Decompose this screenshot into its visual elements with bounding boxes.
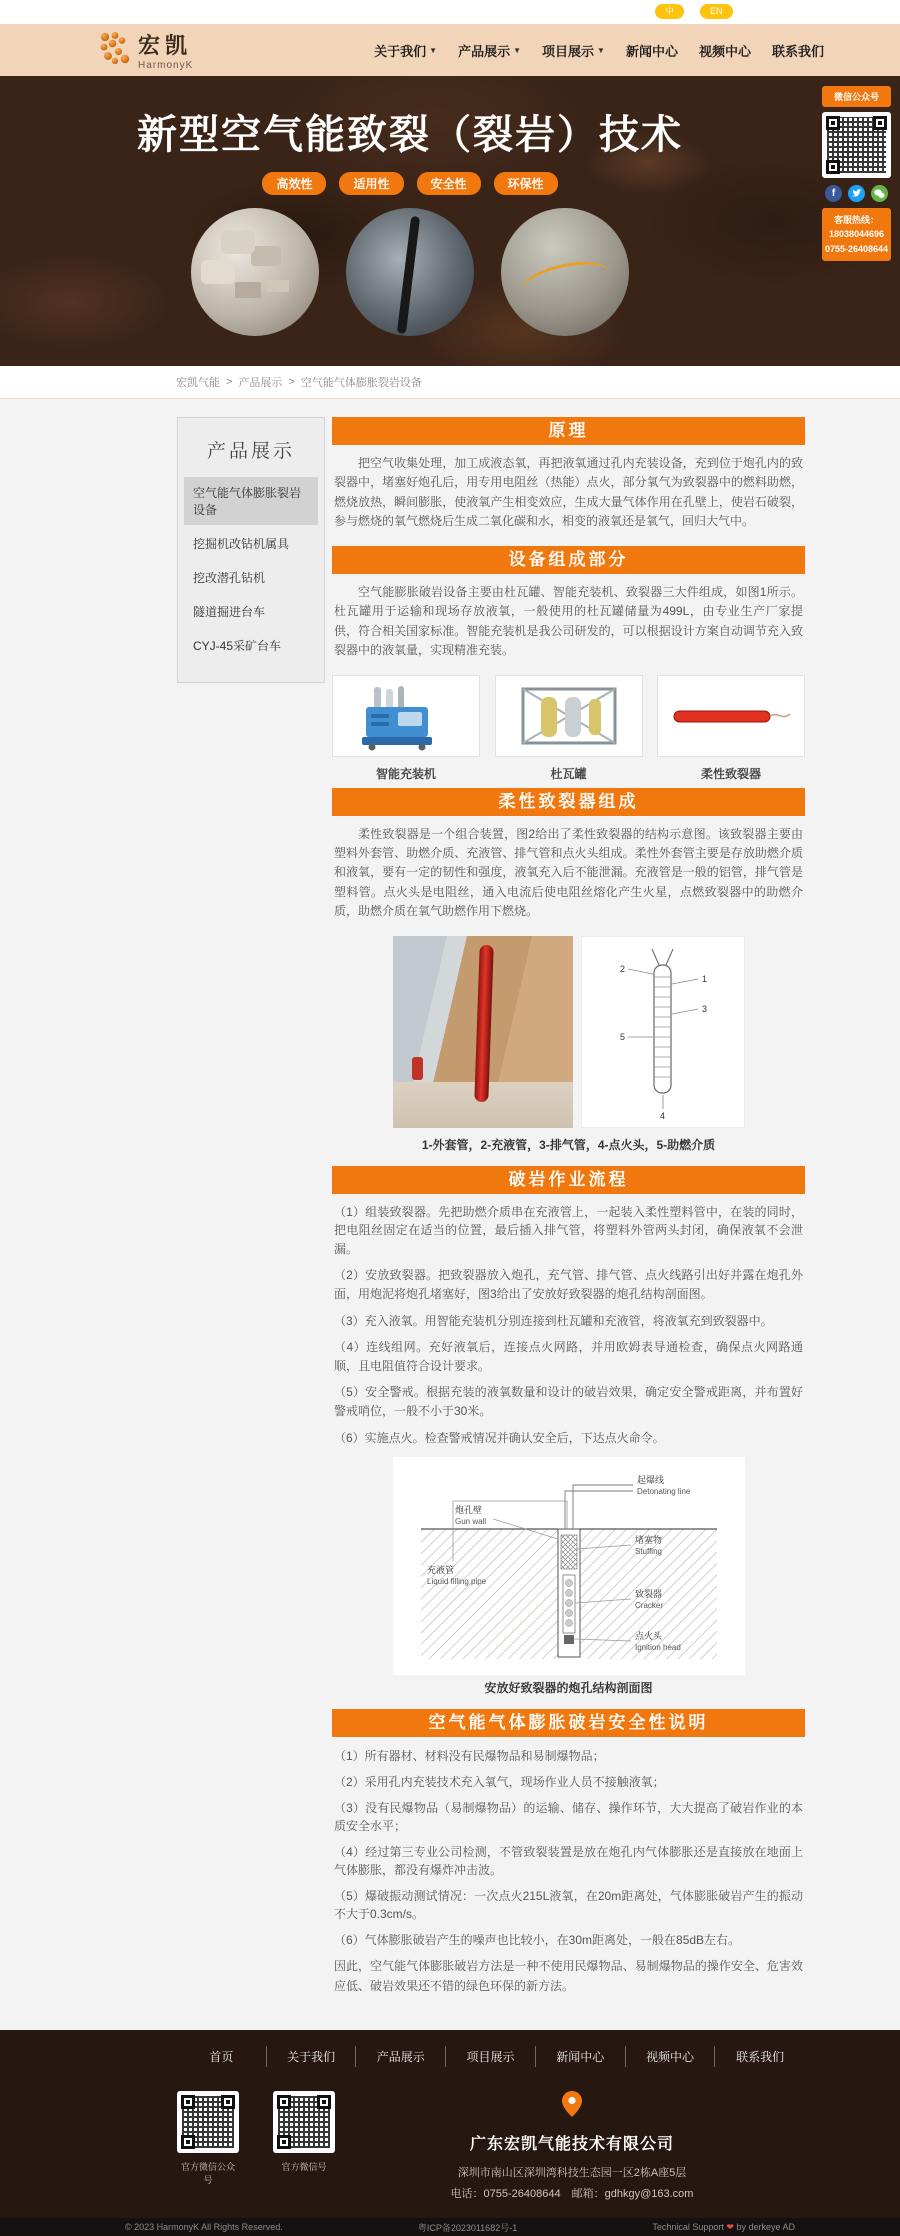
label-stuffing-cn: 堵塞物 xyxy=(634,1535,662,1546)
footer-qr-official-account xyxy=(177,2091,239,2186)
heart-icon: ❤ xyxy=(726,2221,734,2232)
company-address: 深圳市南山区深圳湾科技生态园一区2栋A座5层 xyxy=(457,2167,687,2180)
sidebar-item-tunnel-jumbo[interactable]: 隧道掘进台车 xyxy=(193,605,266,619)
wechat-icon[interactable] xyxy=(871,185,888,202)
footer-link-news[interactable]: 新闻中心 xyxy=(536,2046,626,2067)
cracker-figure-caption: 1-外套管，2-充液管，3-排气管，4-点火头，5-助燃介质 xyxy=(421,1137,716,1152)
safety-item: （1）所有器材、材料没有民爆物品和易制爆物品； xyxy=(334,1749,605,1764)
qr-label-public-account: 官方微信公众号 xyxy=(180,2162,235,2186)
social-icons xyxy=(825,185,888,202)
footer-qr-wechat-id xyxy=(273,2091,335,2173)
location-pin-icon xyxy=(562,2104,582,2121)
company-contact: 电话：0755-26408644 邮箱：gdhkgy@163.com xyxy=(450,2188,694,2201)
nav-item-about[interactable]: 关于我们 ▼ xyxy=(374,43,438,59)
process-step: （1）组装致裂器。先把助燃介质串在充液管上，一起装入柔性塑料管中，在装的同时，把电阻丝固定在适当的位置，最后插入排气管，将塑料外管两头封闭，确保液氧不会泄漏。 xyxy=(334,1204,803,1256)
process-step: （2）安放致裂器。把致裂器放入炮孔，充气管、排气管、点火线路引出好并露在炮孔外面，用炮泥将炮孔堵塞好，图3给出了安放好致裂器的炮孔结构剖面图。 xyxy=(334,1268,803,1302)
qr-eye xyxy=(277,2095,291,2109)
equipment-images-row xyxy=(332,675,805,782)
flexible-cracker-image xyxy=(657,675,805,757)
hotline-box xyxy=(822,208,891,261)
safety-item: （3）没有民爆物品（易制爆物品）的运输、储存、操作环节，大大提高了破岩作业的本质安全水平； xyxy=(334,1801,803,1834)
chevron-down-icon: ▼ xyxy=(429,45,438,55)
qr-eye xyxy=(317,2095,331,2109)
lang-zh-button[interactable]: 中 xyxy=(655,4,684,19)
chevron-down-icon: ▼ xyxy=(513,45,522,55)
qr-eye xyxy=(181,2095,195,2109)
sidebar-title: 产品展示 xyxy=(206,441,295,462)
hero-rock-photos xyxy=(0,208,820,336)
breadcrumb-home[interactable]: 宏凯气能 xyxy=(176,377,220,389)
dewar-tank-caption: 杜瓦罐 xyxy=(550,766,587,781)
bottom-bar xyxy=(0,2218,900,2236)
tag-applicability: 适用性 xyxy=(339,172,403,195)
qr-eye xyxy=(873,116,887,130)
nav-item-news[interactable]: 新闻中心 xyxy=(625,43,678,59)
content-column xyxy=(332,417,805,1996)
logo-icon xyxy=(98,31,130,70)
lang-en-button[interactable]: EN xyxy=(700,4,733,19)
section-title-principle: 原理 xyxy=(332,417,805,445)
tag-safety: 安全性 xyxy=(417,172,481,195)
rock-photo-2 xyxy=(346,208,474,336)
breadcrumb xyxy=(0,366,900,399)
diagram-number-4: 4 xyxy=(659,1110,665,1121)
label-detonating-line-cn: 起爆线 xyxy=(636,1475,664,1486)
red-pipe-shape xyxy=(474,945,493,1103)
footer-company-info xyxy=(369,2091,805,2206)
equipment-card-dewar xyxy=(495,675,643,782)
footer-link-contact[interactable]: 联系我们 xyxy=(736,2050,785,2065)
flexible-cracker-caption: 柔性致裂器 xyxy=(700,766,761,781)
label-ignition-head-cn: 点火头 xyxy=(634,1631,662,1642)
sidebar-item-excavator-drill[interactable]: 挖掘机改钻机属具 xyxy=(193,537,290,551)
hero-title: 新型空气能致裂（裂岩）技术 xyxy=(137,113,683,157)
qr-eye xyxy=(221,2095,235,2109)
principle-paragraph: 把空气收集处理，加工成液态氧，再把液氧通过孔内充装设备，充到位于炮孔内的致裂器中，堵塞好炮孔后，用专用电阻丝（热能）点火，部分氧气为致裂器中的燃料助燃，燃烧放热，瞬间膨胀，使液氧产生相变效应，生成大量气体作用在孔壁上，使岩石破裂，参与燃烧的氧气燃烧后生成二氧化碳和水，相变的液氧还是氧气，回归大气中。 xyxy=(334,456,803,529)
borehole-diagram xyxy=(393,1457,745,1675)
cable-shape xyxy=(518,255,614,309)
extinguisher-shape xyxy=(412,1057,423,1080)
process-step: （3）充入液氧。用智能充装机分别连接到杜瓦罐和充液管，将液氧充到致裂器中。 xyxy=(334,1313,773,1328)
rock-photo-1 xyxy=(191,208,319,336)
logo-text-en: HarmonyK xyxy=(138,60,194,71)
safety-item: （4）经过第三专业公司检测，不管致裂装置是放在炮孔内气体膨胀还是直接放在地面上气体膨胀，都没有爆炸冲击波。 xyxy=(334,1845,803,1878)
label-gun-wall-en: Gun wall xyxy=(454,1517,486,1527)
chevron-down-icon: ▼ xyxy=(597,45,605,55)
icp-number: 粤ICP备2023011682号-1 xyxy=(417,2222,518,2233)
section-title-components: 设备组成部分 xyxy=(332,546,805,574)
qr-code-wechat-id xyxy=(273,2091,335,2153)
rock-photo-3 xyxy=(501,208,629,336)
main-area xyxy=(0,399,900,2030)
site-header xyxy=(0,24,900,76)
qr-eye xyxy=(826,160,840,174)
nav-item-projects[interactable]: 项目展示 ▼ xyxy=(542,43,605,59)
label-cracker-cn: 致裂器 xyxy=(634,1589,662,1600)
safety-item: （2）采用孔内充装技术充入氧气，现场作业人员不接触液氧； xyxy=(334,1775,665,1790)
copyright-text: © 2023 HarmonyK All Rights Reserved. xyxy=(125,2222,283,2233)
site-footer xyxy=(0,2030,900,2218)
sidebar-item-dth-drill[interactable]: 挖改潜孔钻机 xyxy=(193,571,266,585)
footer-link-about[interactable]: 关于我们 xyxy=(267,2046,357,2067)
wechat-account-button[interactable]: 微信公众号 xyxy=(822,86,891,107)
qr-eye xyxy=(826,116,840,130)
hotline-phone-1: 18038044696 xyxy=(828,229,885,240)
section-title-process: 破岩作业流程 xyxy=(332,1166,805,1194)
cracker-structure-diagram xyxy=(581,936,745,1128)
main-nav xyxy=(374,41,824,60)
footer-link-home[interactable]: 首页 xyxy=(177,2046,267,2067)
hero-banner xyxy=(0,76,900,366)
footer-link-video[interactable]: 视频中心 xyxy=(626,2046,716,2067)
label-stuffing-en: Stuffing xyxy=(634,1547,662,1557)
equipment-card-filler xyxy=(332,675,480,782)
filling-machine-caption: 智能充装机 xyxy=(375,766,436,781)
label-ignition-head-en: Ignition head xyxy=(634,1643,681,1653)
label-filling-pipe-cn: 充液管 xyxy=(426,1565,454,1576)
components-paragraph: 空气能膨胀破岩设备主要由杜瓦罐、智能充装机、致裂器三大件组成，如图1所示。杜瓦罐用于运输和现场存放液氧，一般使用的杜瓦罐储量为499L，由专业生产厂家提供，符合相关国家标准。智能充装机是我公司研发的，可以根据设计方案自动调节充入致裂器中的液氧量，实现精准充装。 xyxy=(334,584,803,658)
diagram-number-3: 3 xyxy=(701,1003,707,1014)
diagram-number-5: 5 xyxy=(619,1031,625,1042)
wechat-qr-code xyxy=(822,112,891,178)
qr-code-public-account xyxy=(177,2091,239,2153)
twitter-icon[interactable] xyxy=(848,185,865,202)
footer-nav xyxy=(177,2046,805,2067)
qr-eye xyxy=(277,2135,291,2149)
cracker-figures-row xyxy=(332,936,805,1128)
hotline-label: 客服热线： xyxy=(833,215,879,225)
rubble-shape xyxy=(221,230,255,254)
top-bar xyxy=(0,0,900,24)
hero-side-rail xyxy=(822,86,891,261)
breadcrumb-current: 空气能气体膨胀裂岩设备 xyxy=(300,377,422,389)
nav-item-contact[interactable]: 联系我们 xyxy=(771,43,824,59)
process-step: （5）安全警戒。根据充装的液氧数量和设计的破岩效果，确定安全警戒距离，并布置好警戒哨位，一般不小于30米。 xyxy=(334,1385,803,1419)
footer-main-row xyxy=(177,2091,805,2206)
footer-link-products[interactable]: 产品展示 xyxy=(356,2046,446,2067)
label-detonating-line-en: Detonating line xyxy=(636,1487,690,1497)
safety-item: （5）爆破振动测试情况：一次点火215L液氧，在20m距离处，气体膨胀破岩产生的振动不大于0.3cm/s。 xyxy=(334,1889,803,1922)
facebook-icon[interactable]: f xyxy=(825,185,842,202)
label-gun-wall-cn: 炮孔壁 xyxy=(454,1505,482,1516)
qr-eye xyxy=(181,2135,195,2149)
diagram-number-2: 2 xyxy=(619,963,625,974)
cracker-paragraph: 柔性致裂器是一个组合装置，图2给出了柔性致裂器的结构示意图。该致裂器主要由塑料外套管、助燃介质、充液管、排气管和点火头组成。柔性外套管主要是存放助燃介质和液氧，要有一定的韧性和强度，液氧充入后不能泄漏。充液管是一般的铝管，排气管是塑料管。点火头是电阻丝，通入电流后使电阻丝熔化产生火星，点燃致裂器中的助燃介质，助燃介质在氧气助燃作用下燃烧。 xyxy=(334,826,803,919)
tech-support-text: Technical Support ❤ by derkeye AD xyxy=(652,2221,795,2232)
label-cracker-en: Cracker xyxy=(634,1601,663,1611)
product-sidebar xyxy=(177,417,325,683)
footer-link-projects[interactable]: 项目展示 xyxy=(446,2046,536,2067)
tag-eco: 环保性 xyxy=(494,172,558,195)
crack-shape xyxy=(397,216,420,334)
diagram-number-1: 1 xyxy=(701,973,707,984)
sidebar-item-air-cracking[interactable]: 空气能气体膨胀裂岩设备 xyxy=(184,477,318,525)
red-pipe-photo xyxy=(393,936,573,1128)
nav-item-video[interactable]: 视频中心 xyxy=(698,43,751,59)
process-step: （6）实施点火。检查警戒情况并确认安全后，下达点火命令。 xyxy=(334,1430,665,1445)
hotline-phone-2: 0755-26408644 xyxy=(824,243,889,254)
tag-efficiency: 高效性 xyxy=(262,172,326,195)
breadcrumb-separator: > xyxy=(226,376,233,388)
section-title-cracker: 柔性致裂器组成 xyxy=(332,788,805,816)
sidebar-item-cyj45[interactable]: CYJ-45采矿台车 xyxy=(193,639,282,653)
section-title-safety: 空气能气体膨胀破岩安全性说明 xyxy=(332,1709,805,1737)
company-name: 广东宏凯气能技术有限公司 xyxy=(469,2136,674,2154)
breadcrumb-products[interactable]: 产品展示 xyxy=(238,377,283,389)
nav-item-products[interactable]: 产品展示 ▼ xyxy=(458,43,522,59)
qr-label-wechat-id: 官方微信号 xyxy=(281,2162,327,2173)
site-logo[interactable] xyxy=(98,29,193,71)
hero-tags xyxy=(0,172,820,195)
borehole-figure-wrap xyxy=(332,1457,805,1675)
dewar-tank-image xyxy=(495,675,643,757)
process-step: （4）连线组网。充好液氧后，连接点火网路，并用欧姆表导通检查，确保点火网路通顺，且电阻值符合设计要求。 xyxy=(334,1340,803,1373)
filling-machine-image xyxy=(332,675,480,757)
logo-text-cn: 宏凯 xyxy=(138,34,193,59)
borehole-figure-caption: 安放好致裂器的炮孔结构剖面图 xyxy=(484,1681,653,1696)
safety-conclusion: 因此，空气能气体膨胀破岩方法是一种不使用民爆物品、易制爆物品的操作安全、危害效应低、破岩效果还不错的绿色环保的新方法。 xyxy=(334,1959,803,1993)
safety-item: （6）气体膨胀破岩产生的噪声也比较小，在30m距离处，一般在85dB左右。 xyxy=(334,1933,741,1948)
label-filling-pipe-en: Liquid filling pipe xyxy=(426,1577,486,1587)
equipment-card-cracker xyxy=(657,675,805,782)
breadcrumb-separator: > xyxy=(288,376,295,388)
